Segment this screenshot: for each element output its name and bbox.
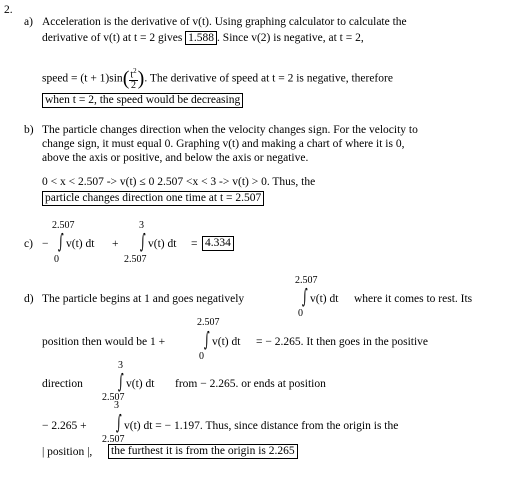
part-d-line1: The particle begins at 1 and goes negatively xyxy=(42,293,245,305)
integral-2-body: v(t) dt xyxy=(148,238,177,250)
integral-sign-icon: ∫ xyxy=(204,327,210,351)
part-a-line2b: . Since v(2) is negative, at t = 2, xyxy=(217,32,364,44)
d-integral-1-upper: 2.507 xyxy=(295,275,318,286)
part-d-line4: − 2.265 + xyxy=(42,420,87,432)
integral-1-lower: 0 xyxy=(54,254,59,265)
d-integral-3-upper: 3 xyxy=(118,360,123,371)
integral-sign-icon: ∫ xyxy=(302,284,308,308)
part-b-line1: The particle changes direction when the velocity changes sign. For the velocity to xyxy=(42,124,418,136)
integral-sign-icon: ∫ xyxy=(116,410,122,434)
integral-sign-icon: ∫ xyxy=(140,229,146,253)
part-a-conclusion-box: when t = 2, the speed would be decreasing xyxy=(42,93,243,108)
d-integral-2-body: v(t) dt xyxy=(212,336,241,348)
part-d-line5: | position |, xyxy=(42,446,93,458)
fraction-denominator: 2 xyxy=(131,80,136,92)
d-integral-3-lower: 2.507 xyxy=(102,392,125,403)
integral-sign-icon: ∫ xyxy=(118,369,124,393)
integral-1-upper: 2.507 xyxy=(52,220,75,231)
part-a-derivative-value: 1.588 xyxy=(185,31,217,45)
part-d-line3b: from − 2.265. or ends at position xyxy=(175,378,326,390)
equals-sign: = xyxy=(191,238,198,250)
part-d-conclusion-box: the furthest it is from the origin is 2.265 xyxy=(108,444,298,459)
part-d-line1b: where it comes to rest. Its xyxy=(354,293,473,305)
part-a-speed-prefix: speed = (t + 1)sin xyxy=(42,72,123,85)
part-c-label: c) xyxy=(24,238,33,250)
part-d-line3: direction xyxy=(42,378,83,390)
d-integral-1-body: v(t) dt xyxy=(310,293,339,305)
part-a-speed-line xyxy=(42,66,393,91)
problem-number: 2. xyxy=(4,4,13,16)
part-c-result-box: 4.334 xyxy=(202,236,234,251)
part-a-line2 xyxy=(42,32,364,45)
part-b-label: b) xyxy=(24,124,34,136)
part-a-label: a) xyxy=(24,16,33,28)
d-integral-2-upper: 2.507 xyxy=(197,317,220,328)
integral-1-body: v(t) dt xyxy=(66,238,95,250)
integral-2-lower: 2.507 xyxy=(124,254,147,265)
part-d-line2b: = − 2.265. It then goes in the positive xyxy=(256,336,429,348)
part-a-line1: Acceleration is the derivative of v(t). Using graphing calculator to calculate the xyxy=(42,16,407,28)
d-integral-2-lower: 0 xyxy=(199,351,204,362)
part-a-fraction xyxy=(129,66,137,91)
part-a-line2-text: derivative of v(t) at t = 2 gives xyxy=(42,32,183,44)
minus-sign: − xyxy=(42,238,49,250)
part-b-conclusion-box: particle changes direction one time at t = 2.507 xyxy=(42,191,264,206)
part-b-line4: 0 < x < 2.507 -> v(t) ≤ 0 2.507 <x < 3 -> v(t) > 0. Thus, the xyxy=(42,176,316,188)
integral-sign-icon: ∫ xyxy=(58,229,64,253)
integral-2-upper: 3 xyxy=(139,220,144,231)
d-integral-3-body: v(t) dt xyxy=(126,378,155,390)
d-integral-4-body: v(t) dt = − 1.197. Thus, since distance from the origin is the xyxy=(124,420,399,432)
part-b-line3: above the axis or positive, and below the axis or negative. xyxy=(42,152,309,164)
d-integral-4-upper: 3 xyxy=(114,400,119,411)
fraction-numerator: $t^2$ xyxy=(130,67,137,81)
part-b-line2: change sign, it must equal 0. Graphing v(t) and making a chart of where it is 0, xyxy=(42,138,405,150)
exponent: 2 xyxy=(133,67,137,75)
part-a-speed-suffix: . The derivative of speed at t = 2 is negative, therefore xyxy=(144,72,393,85)
d-integral-1-lower: 0 xyxy=(298,308,303,319)
d-integral-4-lower: 2.507 xyxy=(102,434,125,445)
paren-close: ) xyxy=(137,67,145,90)
paren-open: ( xyxy=(122,67,130,90)
plus-sign: + xyxy=(112,238,119,250)
part-d-line2: position then would be 1 + xyxy=(42,336,166,348)
part-d-label: d) xyxy=(24,293,34,305)
